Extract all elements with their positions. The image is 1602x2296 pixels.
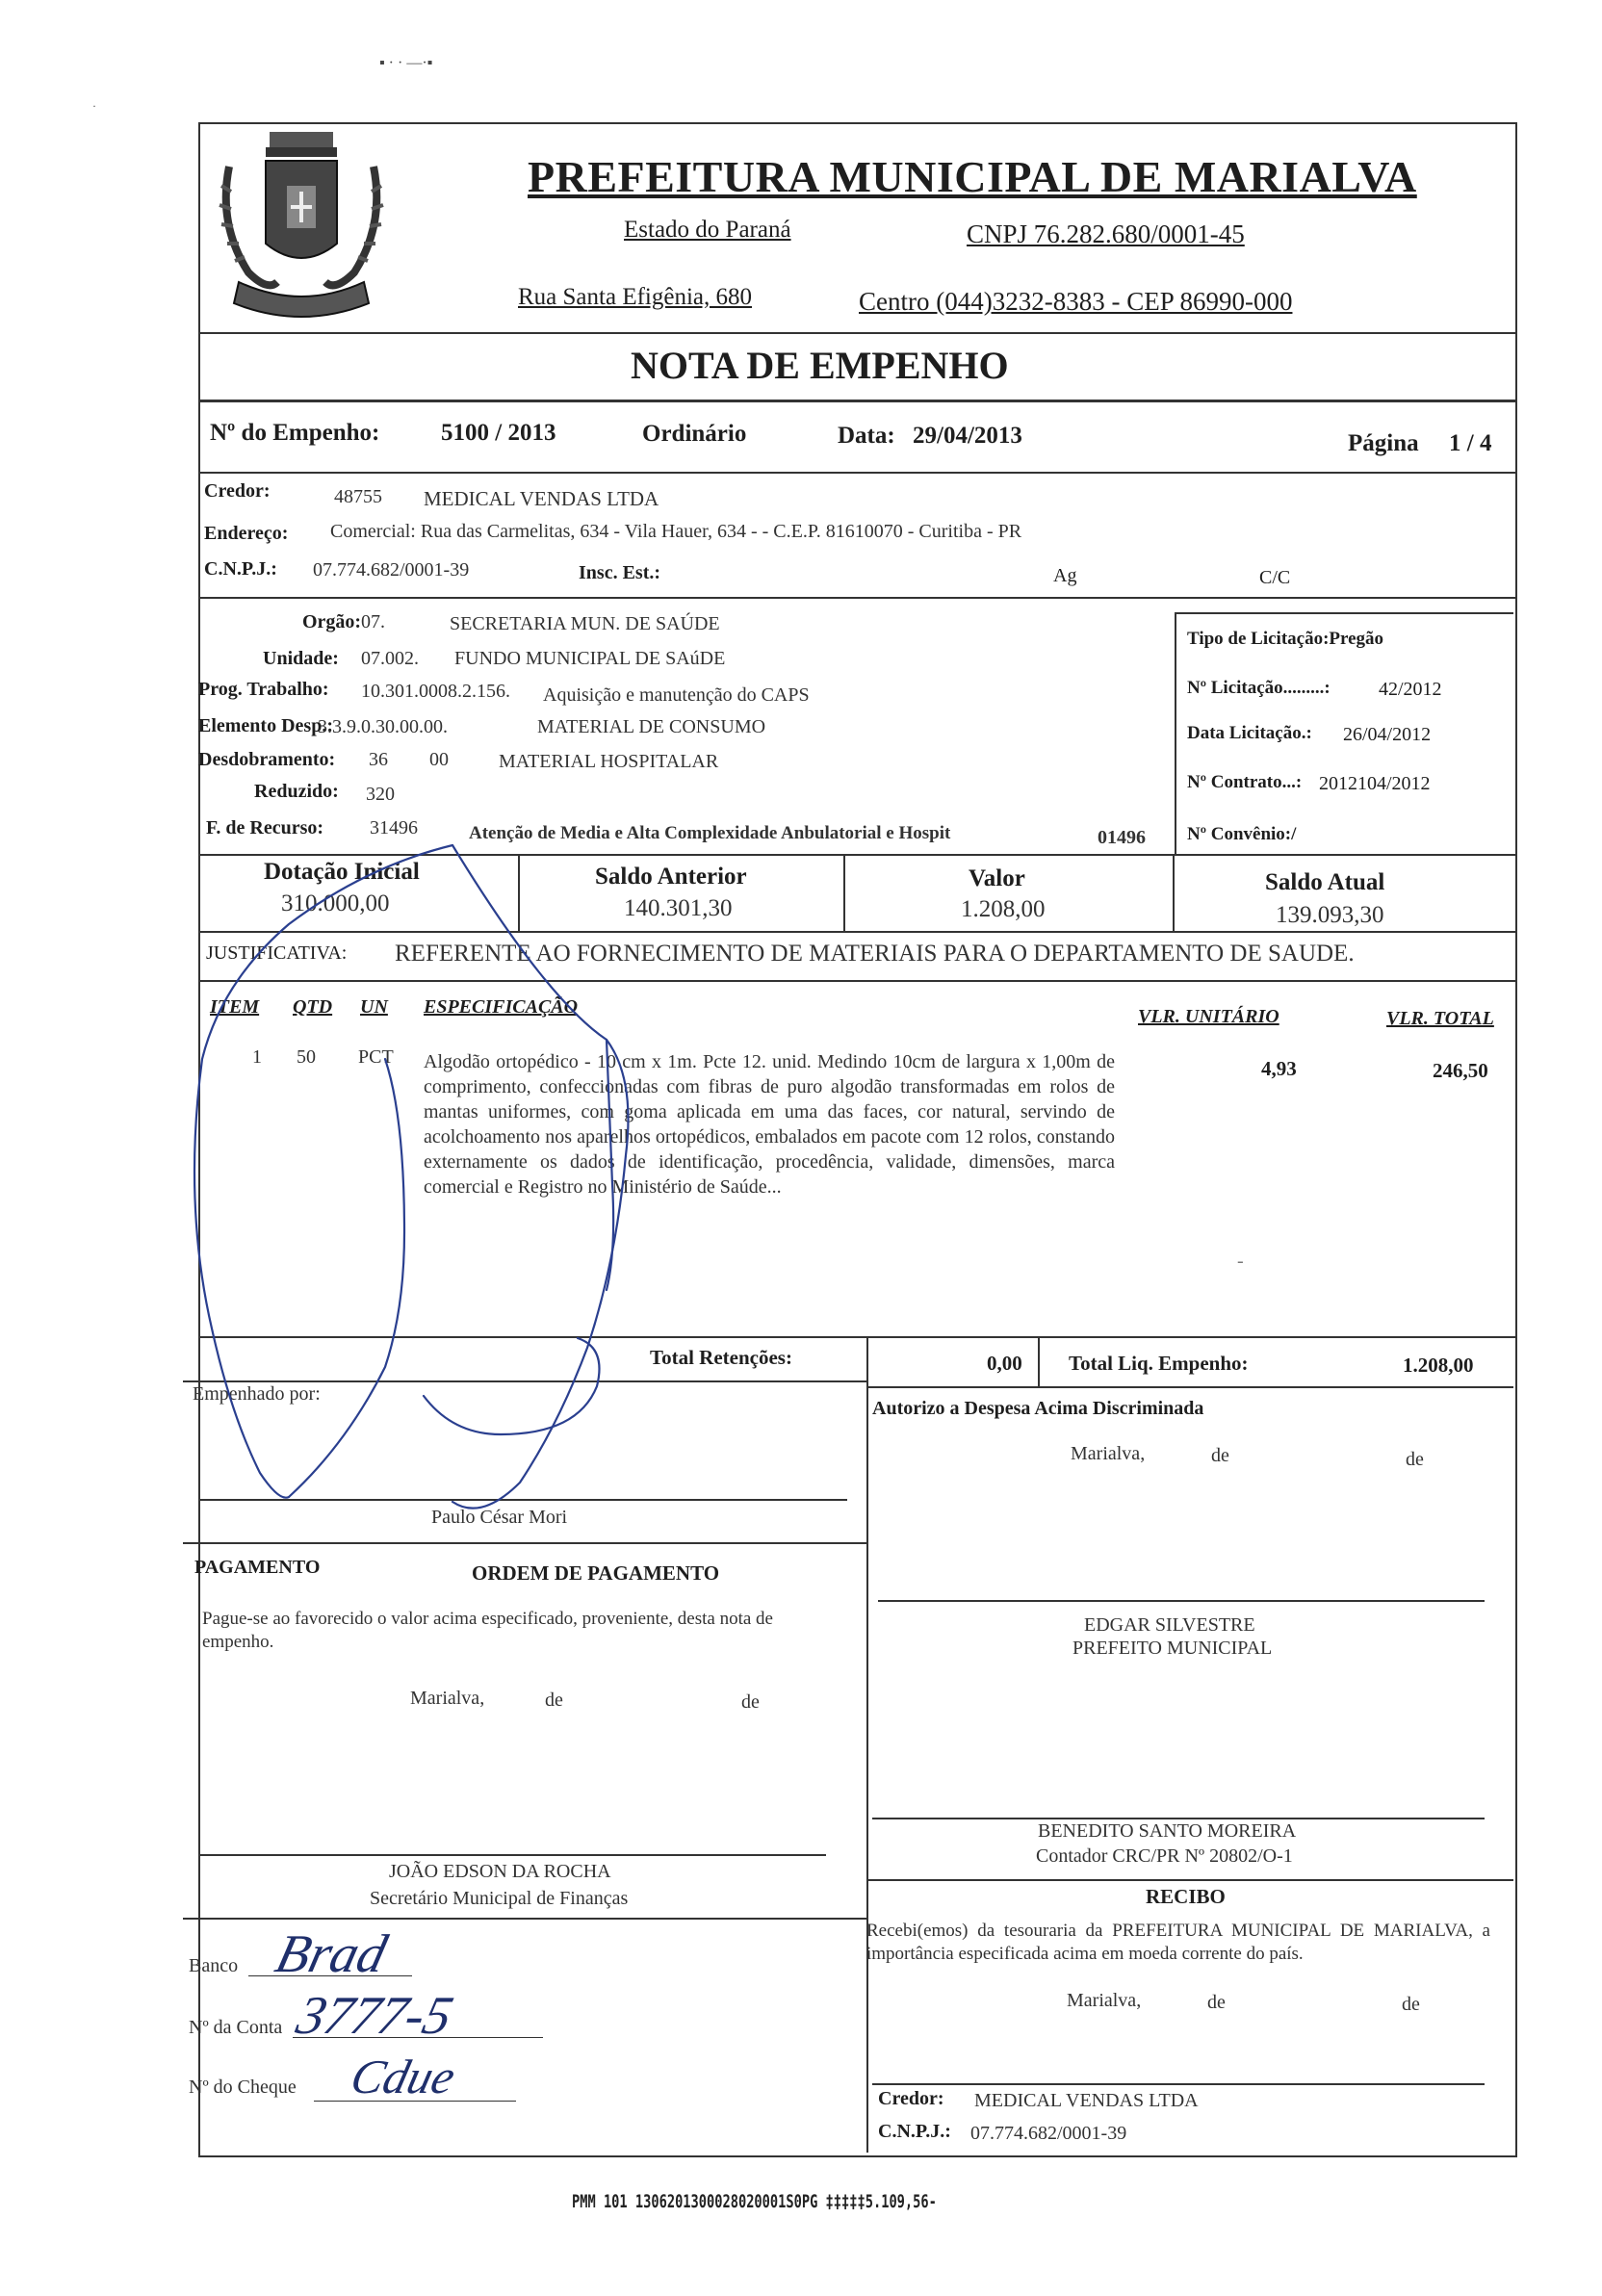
elemento-code: 3.3.9.0.30.00.00. [318,716,448,737]
saldo-anterior-value: 140.301,30 [624,895,733,921]
cheque-handwritten: Cdue [346,2050,461,2103]
recibo-de-1: de [1207,1992,1226,2013]
credor-cnpj-label: C.N.P.J.: [204,558,277,580]
pagamento-text: Pague-se ao favorecido o valor acima especificado, proveniente, desta nota de empenho. [202,1609,773,1652]
divider [198,332,1515,334]
orgao-code: 07. [361,611,385,632]
empenho-type: Ordinário [642,421,747,447]
divider [198,931,1515,933]
stray-mark: - [1237,1251,1244,1272]
item-qty: 50 [297,1046,316,1068]
district-phone-cep: Centro (044)3232-8383 - CEP 86990-000 [859,287,1293,316]
justificativa-label: JUSTIFICATIVA: [206,942,348,964]
document-title: NOTA DE EMPENHO [631,344,1009,387]
recibo-city: Marialva, [1067,1990,1142,2011]
recibo-credor-label: Credor: [878,2088,944,2109]
reduzido-value: 320 [366,784,395,805]
licitacao-number-label: Nº Licitação.........: [1187,678,1331,698]
divider [198,980,1515,982]
empenhado-label: Empenhado por: [193,1383,321,1405]
empenhado-name: Paulo César Mori [431,1507,568,1528]
contrato-label: Nº Contrato...: [1187,772,1303,792]
credor-label: Credor: [204,480,271,502]
divider [866,1879,1513,1881]
pagamento-city: Marialva, [410,1688,485,1709]
liquido-label: Total Liq. Empenho: [1069,1352,1249,1375]
col-un: UN [360,996,388,1018]
recurso-label: F. de Recurso: [206,817,324,838]
elemento-name: MATERIAL DE CONSUMO [537,716,766,737]
divider [198,1336,1515,1338]
divider [843,854,845,931]
col-spec: ESPECIFICAÇÃO [424,996,579,1018]
licitacao-number: 42/2012 [1379,679,1442,700]
retencoes-label: Total Retenções: [650,1346,792,1369]
prefeito-role: PREFEITO MUNICIPAL [1072,1638,1273,1659]
divider [183,1380,866,1382]
recibo-de-2: de [1402,1994,1420,2015]
credor-cnpj: 07.774.682/0001-39 [313,559,470,580]
empenho-number-label: Nº do Empenho: [210,420,380,446]
secretario-role: Secretário Municipal de Finanças [370,1888,629,1909]
empenho-number: 5100 / 2013 [441,420,556,446]
banco-handwritten: Brad [270,1924,393,1984]
divider [198,854,1515,856]
pagamento-de-2: de [741,1691,760,1713]
divider [183,1542,866,1544]
recurso-number: 01496 [1098,827,1146,848]
secretario-name: JOÃO EDSON DA ROCHA [389,1861,611,1882]
retencoes-value: 0,00 [987,1352,1022,1375]
prog-trabalho-name: Aquisição e manutenção do CAPS [543,684,810,706]
saldo-anterior-label: Saldo Anterior [595,864,747,890]
tipo-licitacao: Tipo de Licitação:Pregão [1187,629,1384,649]
field-line [293,2037,543,2038]
item-number: 1 [252,1046,262,1068]
scan-mark: · [92,99,96,113]
credor-name: MEDICAL VENDAS LTDA [424,487,659,510]
credor-code: 48755 [334,486,382,507]
recibo-credor: MEDICAL VENDAS LTDA [974,2090,1199,2111]
recibo-label: RECIBO [1146,1885,1226,1908]
recurso-name: Atenção de Media e Alta Complexidade Anbulatorial e Hospit [469,823,951,843]
page-number: 1 / 4 [1449,430,1492,456]
divider [183,1918,866,1920]
signature-line [872,1818,1485,1819]
state-name: Estado do Paraná [624,217,791,243]
divider [1175,612,1513,614]
scan-mark: ▪ · · —·▪ [379,55,433,71]
empenho-date-label: Data: [838,423,895,449]
saldo-atual-value: 139.093,30 [1276,902,1384,928]
footer-code: PMM 101 1306201300028020001S0PG ‡‡‡‡‡5.109,56- [572,2191,937,2212]
municipality-title: PREFEITURA MUNICIPAL DE MARIALVA [528,152,1417,201]
credor-address: Comercial: Rua das Carmelitas, 634 - Vila Hauer, 634 - - C.E.P. 81610070 - Curitiba - PR [330,521,1022,542]
account-label: C/C [1259,567,1291,588]
valor-value: 1.208,00 [961,896,1046,922]
reduzido-label: Reduzido: [254,781,339,802]
cheque-label: Nº do Cheque [189,2077,297,2098]
divider [198,472,1515,474]
divider [518,854,520,931]
municipality-cnpj: CNPJ 76.282.680/0001-45 [967,219,1245,248]
field-line [314,2101,516,2102]
recibo-cnpj: 07.774.682/0001-39 [970,2123,1127,2144]
divider [198,597,1515,599]
licitacao-date-label: Data Licitação.: [1187,723,1312,743]
orgao-name: SECRETARIA MUN. DE SAÚDE [450,613,720,634]
contador-role: Contador CRC/PR Nº 20802/O-1 [1036,1845,1293,1867]
desdobramento-name: MATERIAL HOSPITALAR [499,751,719,772]
desdobramento-label: Desdobramento: [198,749,336,770]
insc-est-label: Insc. Est.: [579,562,661,583]
licitacao-date: 26/04/2012 [1343,724,1432,745]
divider [198,400,1515,402]
banco-label: Banco [189,1955,239,1976]
col-item: ITEM [210,996,260,1018]
signature-line [198,1499,847,1501]
agency-label: Ag [1053,565,1077,586]
prefeito-name: EDGAR SILVESTRE [1084,1614,1255,1636]
autorizo-de-1: de [1211,1445,1229,1466]
pagamento-label: PAGAMENTO [194,1557,321,1578]
dotacao-label: Dotação Inicial [264,859,420,885]
address-label: Endereço: [204,523,289,544]
saldo-atual-label: Saldo Atual [1265,869,1385,895]
page-label: Página [1348,430,1419,456]
liquido-value: 1.208,00 [1403,1354,1474,1377]
signature-line [878,1600,1485,1602]
item-unit: PCT [358,1046,394,1068]
conta-label: Nº da Conta [189,2017,283,2038]
dotacao-value: 310.000,00 [281,890,390,916]
item-specification: Algodão ortopédico - 10 cm x 1m. Pcte 12. unid. Medindo 10cm de largura x 1,00m de comprimento, confeccionadas com fibras de puro algodão transformadas em rolos de mantas uniformes, com goma aplicada em uma das faces, cor natural, servindo de acolchoamento nos aparelhos ortopédicos, embalados em pacote com 12 rolos, constando externamente os dados de identificação, procedência, validade, dimensões, marca comercial e Registro no Ministério de Saúde... [424,1051,1115,1198]
divider [1175,612,1176,855]
recibo-cnpj-label: C.N.P.J.: [878,2121,951,2142]
ordem-pagamento-label: ORDEM DE PAGAMENTO [472,1561,720,1585]
elemento-label: Elemento Desp.: [198,715,333,736]
divider [872,2083,1485,2085]
item-total-price: 246,50 [1433,1059,1488,1082]
coat-of-arms-logo [210,128,393,332]
recurso-code: 31496 [370,817,418,838]
desdobramento-a: 36 [369,749,388,770]
desdobramento-b: 00 [429,749,449,770]
col-unit-price: VLR. UNITÁRIO [1138,1006,1279,1027]
col-qtd: QTD [293,996,333,1018]
field-line [248,1975,412,1976]
unidade-label: Unidade: [263,648,339,669]
divider [866,1386,1513,1388]
divider [866,1336,868,2153]
autorizo-label: Autorizo a Despesa Acima Discriminada [872,1398,1204,1419]
contador-name: BENEDITO SANTO MOREIRA [1038,1820,1297,1842]
prog-trabalho-code: 10.301.0008.2.156. [361,681,510,702]
item-unit-price: 4,93 [1261,1057,1297,1080]
street-address: Rua Santa Efigênia, 680 [518,284,752,310]
valor-label: Valor [969,865,1025,891]
contrato-number: 2012104/2012 [1319,773,1431,794]
col-total-price: VLR. TOTAL [1386,1008,1494,1029]
autorizo-city: Marialva, [1071,1443,1146,1464]
divider [1038,1336,1040,1386]
convenio: Nº Convênio:/ [1187,824,1297,844]
prog-trabalho-label: Prog. Trabalho: [198,679,329,700]
recibo-text: Recebi(emos) da tesouraria da PREFEITURA MUNICIPAL DE MARIALVA, a importância especificada acima em moeda corrente do país. [866,1921,1490,1964]
empenho-date: 29/04/2013 [913,423,1022,449]
unidade-code: 07.002. [361,648,419,669]
justificativa-text: REFERENTE AO FORNECIMENTO DE MATERIAIS PARA O DEPARTAMENTO DE SAUDE. [395,941,1355,967]
orgao-label: Orgão: [302,611,362,632]
divider [1173,854,1175,931]
conta-handwritten: 3777-5 [291,1986,459,2046]
pagamento-de-1: de [545,1690,563,1711]
unidade-name: FUNDO MUNICIPAL DE SAúDE [454,648,726,669]
autorizo-de-2: de [1406,1449,1424,1470]
signature-line [198,1854,826,1856]
